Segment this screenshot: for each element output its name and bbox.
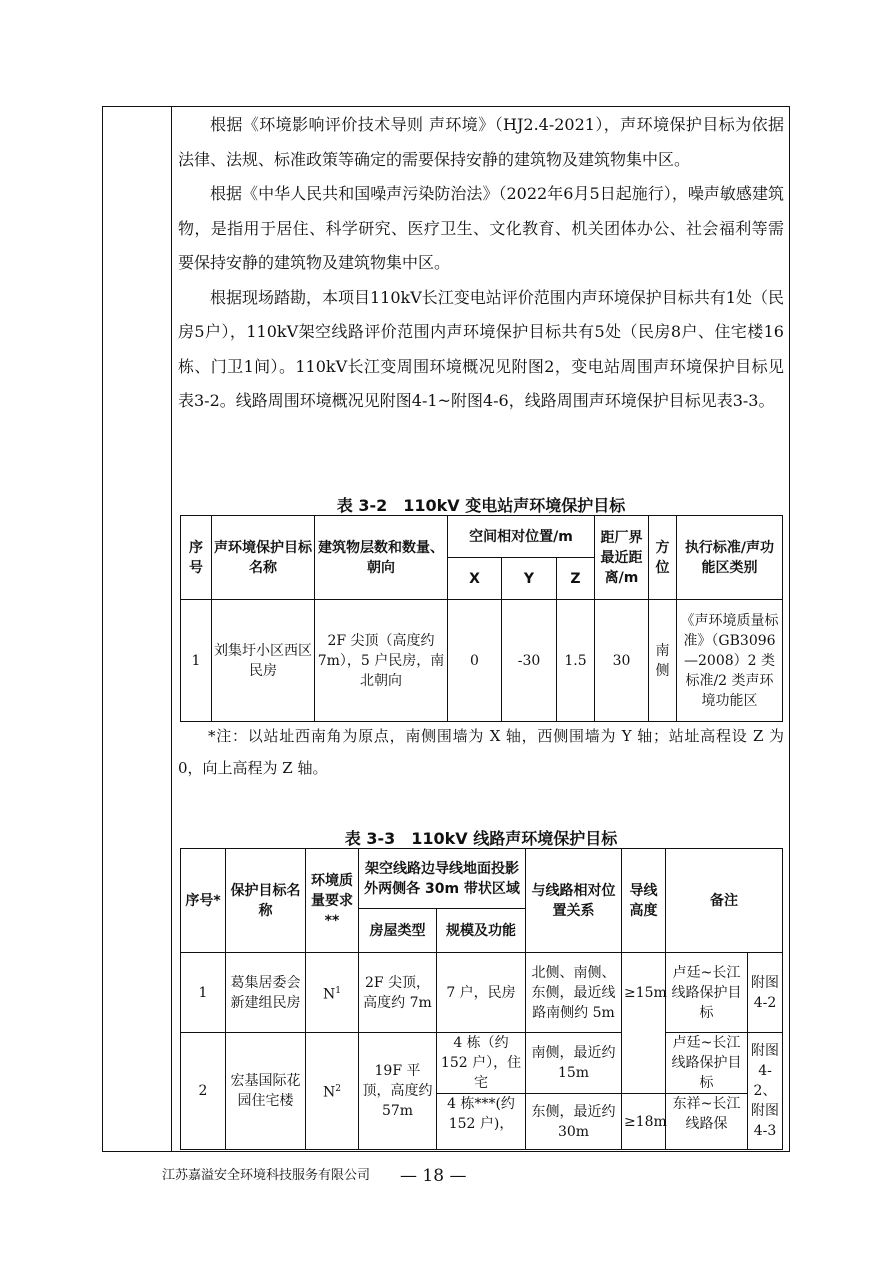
cell-house-type: 19F 平顶，高度约 57m bbox=[359, 1033, 437, 1150]
header-height: 导线高度 bbox=[622, 849, 666, 953]
cell-height-a: ≥15m bbox=[622, 953, 666, 1094]
cell-name: 刘集圩小区西区民房 bbox=[212, 600, 315, 722]
paragraph-3: 根据现场踏勘，本项目110kV长江变电站评价范围内声环境保护目标共有1处（民房5户），110kV架空线路评价范围内声环境保护目标共有5处（民房8户、住宅楼16栋、门卫1间）。110kV长江变周围环境概况见附图2，变电站周围声环境保护目标见表3-2。线路周围环境概况见附图4-1~附图4-6，线路周围声环境保护目标见表3-3。 bbox=[178, 287, 784, 410]
left-column-rule bbox=[171, 106, 172, 1152]
cell-relation: 东侧，最近约 30m bbox=[526, 1094, 622, 1150]
header-name: 声环境保护目标名称 bbox=[212, 516, 315, 600]
cell-seq: 2 bbox=[181, 1033, 226, 1150]
header-scale: 规模及功能 bbox=[437, 909, 526, 953]
cell-z: 1.5 bbox=[557, 600, 595, 722]
footer-company: 江苏嘉溢安全环境科技服务有限公司 bbox=[162, 1168, 371, 1183]
env-code-sup: 2 bbox=[335, 1084, 341, 1095]
header-house-type: 房屋类型 bbox=[359, 909, 437, 953]
cell-relation: 南侧，最近约 15m bbox=[526, 1033, 622, 1094]
cell-figure: 附图 4-2 bbox=[748, 953, 783, 1033]
cell-name: 宏基国际花园住宅楼 bbox=[226, 1033, 306, 1150]
paragraph-2: 根据《中华人民共和国噪声污染防治法》（2022年6月5日起施行），噪声敏感建筑物，是指用于居住、科学研究、医疗卫生、文化教育、机关团体办公、社会福利等需要保持安静的建筑物及建筑物集中区。 bbox=[178, 184, 784, 272]
table-row bbox=[181, 1033, 783, 1094]
header-env: 环境质量要求** bbox=[306, 849, 359, 953]
table1-note: *注：以站址西南角为原点，南侧围墙为 X 轴，西侧围墙为 Y 轴；站址高程设 Z 为 0，向上高程为 Z 轴。 bbox=[178, 727, 784, 777]
cell-name: 葛集居委会新建组民房 bbox=[226, 953, 306, 1033]
cell-building: 2F 尖顶（高度约 7m），5 户民房，南北朝向 bbox=[315, 600, 448, 722]
table1-caption: 表 3-2 110kV 变电站声环境保护目标 bbox=[336, 496, 626, 515]
header-seq: 序号 bbox=[181, 516, 212, 600]
header-band: 架空线路边导线地面投影外两侧各 30m 带状区域 bbox=[359, 849, 526, 909]
table2-caption: 表 3-3 110kV 线路声环境保护目标 bbox=[344, 829, 618, 848]
cell-x: 0 bbox=[448, 600, 502, 722]
cell-house-type: 2F 尖顶，高度约 7m bbox=[359, 953, 437, 1033]
cell-direction: 南侧 bbox=[649, 600, 677, 722]
header-y: Y bbox=[502, 558, 557, 600]
cell-seq: 1 bbox=[181, 600, 212, 722]
table-3-2 bbox=[180, 515, 783, 722]
cell-env bbox=[306, 953, 359, 1033]
header-seq: 序号* bbox=[181, 849, 226, 953]
table-3-3 bbox=[180, 848, 783, 1150]
header-position: 空间相对位置/m bbox=[448, 516, 595, 558]
header-remark: 备注 bbox=[666, 849, 783, 953]
env-code: N bbox=[323, 986, 336, 1003]
body-text bbox=[178, 108, 784, 419]
env-code-sup: 1 bbox=[335, 985, 341, 996]
cell-height-b: ≥18m bbox=[622, 1094, 666, 1150]
cell-y: -30 bbox=[502, 600, 557, 722]
env-code: N bbox=[323, 1084, 336, 1101]
header-relation: 与线路相对位置关系 bbox=[526, 849, 622, 953]
cell-remark: 卢廷~长江线路保护目标 bbox=[666, 1033, 748, 1094]
cell-scale: 4 栋（约 152 户），住宅 bbox=[437, 1033, 526, 1094]
header-x: X bbox=[448, 558, 502, 600]
header-building: 建筑物层数和数量、朝向 bbox=[315, 516, 448, 600]
header-standard: 执行标准/声功能区类别 bbox=[677, 516, 783, 600]
paragraph-1: 根据《环境影响评价技术导则 声环境》（HJ2.4-2021），声环境保护目标为依据法律、法规、标准政策等确定的需要保持安静的建筑物及建筑物集中区。 bbox=[178, 115, 784, 169]
table-row bbox=[181, 953, 783, 1033]
cell-distance: 30 bbox=[595, 600, 649, 722]
header-z: Z bbox=[557, 558, 595, 600]
cell-env bbox=[306, 1033, 359, 1150]
cell-relation: 北侧、南侧、东侧，最近线路南侧约 5m bbox=[526, 953, 622, 1033]
header-direction: 方位 bbox=[649, 516, 677, 600]
page-number: — 18 — bbox=[400, 1166, 467, 1186]
header-name: 保护目标名称 bbox=[226, 849, 306, 953]
cell-seq: 1 bbox=[181, 953, 226, 1033]
cell-figure: 附图 4-2、附图 4-3 bbox=[748, 1033, 783, 1150]
cell-remark: 卢廷~长江线路保护目标 bbox=[666, 953, 748, 1033]
table-row bbox=[181, 600, 783, 722]
cell-scale: 4 栋***(约 152 户)， bbox=[437, 1094, 526, 1150]
cell-scale: 7 户，民房 bbox=[437, 953, 526, 1033]
cell-standard: 《声环境质量标准》（GB3096—2008）2 类标准/2 类声环境功能区 bbox=[677, 600, 783, 722]
header-distance: 距厂界最近距离/m bbox=[595, 516, 649, 600]
cell-remark: 东祥~长江线路保 bbox=[666, 1094, 748, 1150]
